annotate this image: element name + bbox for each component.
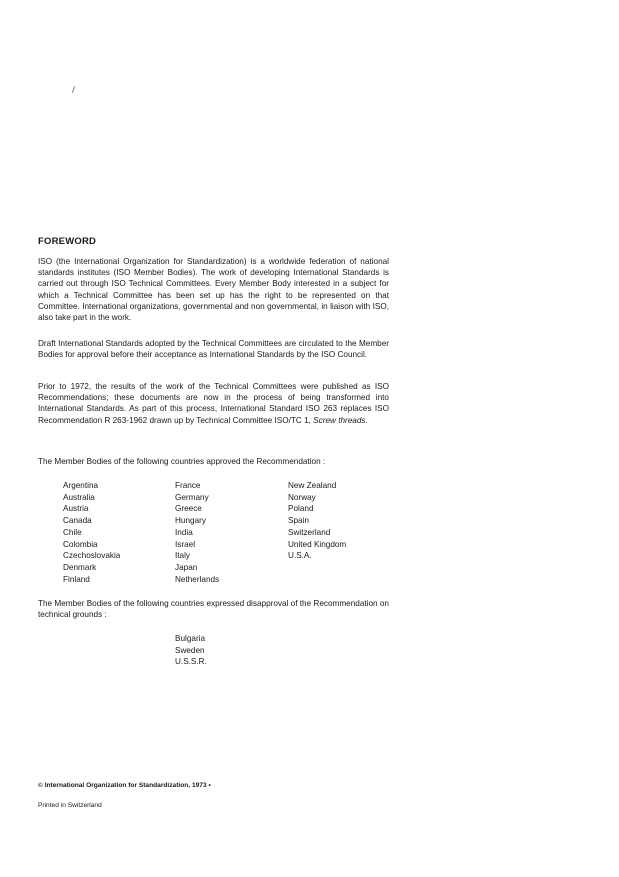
list-item: Bulgaria — [175, 634, 206, 643]
list-item: U.S.A. — [288, 551, 312, 561]
page-title: FOREWORD — [38, 236, 97, 247]
approved-countries-col2 — [175, 480, 219, 585]
paragraph-prior-1972 — [38, 381, 389, 426]
list-item: Canada — [63, 516, 92, 526]
paragraph-approved-intro: The Member Bodies of the following countries approved the Recommendation : — [38, 457, 326, 466]
list-item: Israel — [175, 539, 196, 549]
list-item: Switzerland — [288, 527, 331, 537]
paragraph-disapproved-intro: The Member Bodies of the following countries expressed disapproval of the Recommendation on technical grounds : — [38, 599, 389, 620]
approved-countries-col3 — [288, 480, 346, 562]
list-item: Colombia — [63, 539, 98, 549]
list-item: India — [175, 527, 193, 537]
approved-countries-col1 — [63, 480, 120, 585]
list-item: New Zealand — [288, 481, 337, 490]
disapproved-countries — [175, 633, 207, 668]
list-item: Greece — [175, 504, 202, 514]
list-item: Czechoslovakia — [63, 551, 121, 561]
list-item: Norway — [288, 492, 316, 502]
list-item: Austria — [63, 504, 89, 514]
list-item: Denmark — [63, 562, 97, 572]
list-item: United Kingdom — [288, 539, 347, 549]
list-item: Australia — [63, 492, 95, 502]
list-item: Hungary — [175, 516, 206, 526]
list-item: Finland — [63, 574, 90, 584]
paragraph-prior-1972-text: Prior to 1972, the results of the work of the Technical Committees were published as ISO Recommendations; these documents are now in the process of being transformed into International Standards. As part of this process, International Standard ISO 263 replaces ISO Recommendation R 263-1962 drawn up by Technical Committee ISO/TC 1, — [38, 382, 389, 425]
list-item: Argentina — [63, 481, 99, 490]
stray-mark — [72, 86, 75, 93]
list-item: Poland — [288, 504, 314, 514]
list-item: Netherlands — [175, 574, 220, 584]
committee-title: Screw threads. — [313, 415, 368, 425]
printed-in: Printed in Switzerland — [38, 802, 102, 809]
list-item: France — [175, 481, 201, 490]
list-item: Spain — [288, 516, 309, 526]
list-item: Japan — [175, 562, 198, 572]
copyright-notice: © International Organization for Standardization, 1973 • — [38, 782, 211, 789]
list-item: Sweden — [175, 645, 205, 655]
paragraph-draft-standards: Draft International Standards adopted by the Technical Committees are circulated to the Member Bodies for approval before their acceptance as International Standards by the ISO Council. — [38, 339, 389, 360]
list-item: Chile — [63, 527, 82, 537]
list-item: Italy — [175, 551, 191, 561]
paragraph-iso-intro: ISO (the International Organization for Standardization) is a worldwide federation of national standards institutes (ISO Member Bodies). The work of developing International Standards is carried out through ISO Technical Committees. Every Member Body interested in a subject for which a Technical Committee has been set up has the right to be represented on that Committee. International organizations, governmental and non governmental, in liaison with ISO, also take part in the work. — [38, 257, 389, 323]
list-item: U.S.S.R. — [175, 657, 207, 667]
list-item: Germany — [175, 492, 209, 502]
